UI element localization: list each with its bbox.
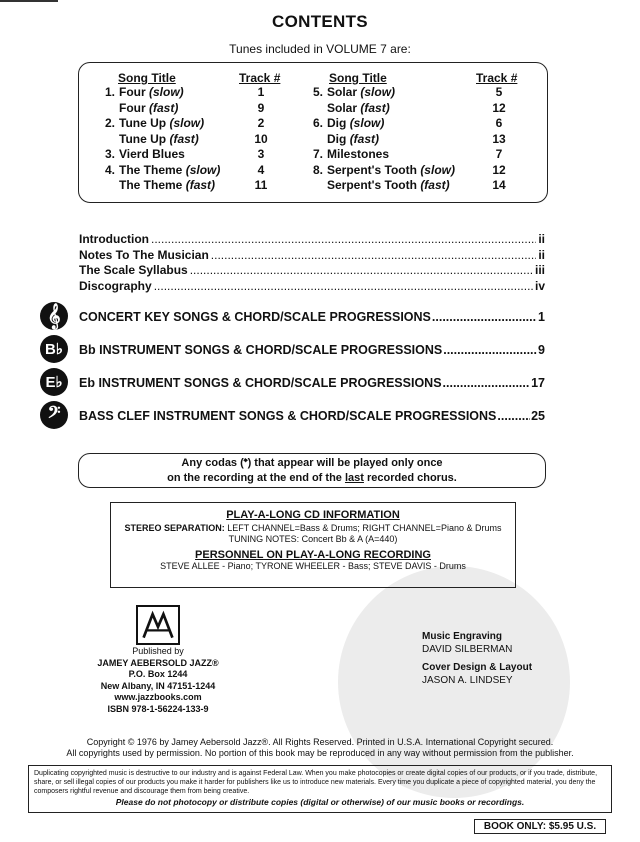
publisher-website[interactable]: www.jazzbooks.com xyxy=(114,692,202,702)
section-entry-concert[interactable]: CONCERT KEY SONGS & CHORD/SCALE PROGRESSIONS ..... 1 xyxy=(79,310,545,324)
song-entry: The Theme (fast) xyxy=(119,178,216,192)
top-rule xyxy=(0,0,58,2)
track-number: 12 xyxy=(492,100,506,115)
track-number: 11 xyxy=(254,178,268,192)
front-matter-toc xyxy=(79,232,545,296)
song-entry: 4. The Theme (slow) xyxy=(105,162,221,177)
song-title-header: Song Title xyxy=(329,71,387,85)
track-number: 7 xyxy=(495,147,503,161)
song-entry: Four (fast) xyxy=(119,100,179,115)
track-header: Track # xyxy=(239,71,281,85)
toc-entry[interactable]: The Scale Syllabus ..... iii xyxy=(79,263,545,279)
song-column-left xyxy=(97,71,287,196)
anti-piracy-notice: Duplicating copyrighted music is destructive to our industry and is against Federal Law. When you make photocopies or create digital copies of our products, or if you trade, distribute, share, or sell illegal copies of our products you make it harder for publishers like us to introduce new materials. Every time you duplicate a piece of copyrighted material, you deny the composers rightful revenue and discourage them from being creative. Please do not photocopy or distribute copies (digital or otherwise) of our music books or recordings. xyxy=(28,765,612,813)
track-number: 2 xyxy=(257,116,265,130)
b-flat-icon: B♭ xyxy=(40,335,68,363)
tuning-notes: TUNING NOTES: Concert Bb & A (A=440) xyxy=(228,534,398,544)
track-number: 1 xyxy=(257,85,265,99)
track-number: 13 xyxy=(492,131,506,146)
publisher-logo xyxy=(136,605,180,645)
toc-entry[interactable]: Introduction ..... ii xyxy=(79,232,545,248)
track-number: 12 xyxy=(492,162,506,177)
bass-clef-icon: 𝄢 xyxy=(40,401,68,429)
track-number: 3 xyxy=(257,147,265,161)
coda-note-line2: on the recording at the end of the last recorded chorus. xyxy=(167,472,457,484)
stereo-separation: STEREO SEPARATION: LEFT CHANNEL=Bass & Drums; RIGHT CHANNEL=Piano & Drums xyxy=(124,523,502,533)
section-entry-bb[interactable]: Bb INSTRUMENT SONGS & CHORD/SCALE PROGRESSIONS ..... 9 xyxy=(79,343,545,357)
song-list-box xyxy=(78,62,548,203)
section-entry-eb[interactable]: Eb INSTRUMENT SONGS & CHORD/SCALE PROGRESSIONS ..... 17 xyxy=(79,376,545,390)
song-title-header: Song Title xyxy=(118,71,176,85)
song-entry: 8. Serpent's Tooth (slow) xyxy=(313,162,455,177)
toc-entry[interactable]: Notes To The Musician ..... ii xyxy=(79,248,545,264)
track-number: 5 xyxy=(495,85,503,99)
song-entry: Tune Up (fast) xyxy=(119,131,199,146)
cd-info-heading: PLAY-A-LONG CD INFORMATION xyxy=(226,509,400,521)
track-header: Track # xyxy=(476,71,518,85)
price-label: BOOK ONLY: $5.95 U.S. xyxy=(474,819,606,834)
page-subtitle: Tunes included in VOLUME 7 are: xyxy=(229,42,411,56)
song-entry: 1. Four (slow) xyxy=(105,85,184,99)
page-title: CONTENTS xyxy=(272,12,368,31)
song-entry: 7. Milestones xyxy=(313,147,390,161)
cd-info-box xyxy=(110,502,516,588)
song-column-right xyxy=(309,71,539,196)
e-flat-icon: E♭ xyxy=(40,368,68,396)
publisher-info: Published by JAMEY AEBERSOLD JAZZ® P.O. Box 1244 New Albany, IN 47151-1244 www.jazzbooks.com ISBN 978-1-56224-133-9 xyxy=(72,646,244,715)
toc-entry[interactable]: Discography ..... iv xyxy=(79,279,545,295)
treble-clef-icon: 𝄞 xyxy=(40,302,68,330)
song-entry: Dig (fast) xyxy=(327,131,380,146)
track-number: 4 xyxy=(257,162,265,177)
song-entry: 3. Vierd Blues xyxy=(105,147,185,161)
copyright-notice: Copyright © 1976 by Jamey Aebersold Jazz®. All Rights Reserved. Printed in U.S.A. International Copyright secured. All copyrights used by permission. No portion of this book may be reproduced in any way without permission from the publisher. xyxy=(66,737,574,758)
song-entry: 2. Tune Up (slow) xyxy=(105,116,205,130)
track-number: 6 xyxy=(495,116,503,130)
section-entry-bass[interactable]: BASS CLEF INSTRUMENT SONGS & CHORD/SCALE PROGRESSIONS ..... 25 xyxy=(79,409,545,423)
track-number: 10 xyxy=(254,131,268,146)
song-entry: 5. Solar (slow) xyxy=(313,85,396,99)
personnel-list: STEVE ALLEE - Piano; TYRONE WHEELER - Bass; STEVE DAVIS - Drums xyxy=(160,561,466,571)
track-number: 14 xyxy=(492,178,506,192)
personnel-heading: PERSONNEL ON PLAY-A-LONG RECORDING xyxy=(195,549,431,561)
credits: Music Engraving DAVID SILBERMAN Cover Design & Layout JASON A. LINDSEY xyxy=(422,631,533,686)
song-entry: Serpent's Tooth (fast) xyxy=(327,178,450,192)
song-entry: 6. Dig (slow) xyxy=(313,116,385,130)
coda-note-line1: Any codas (𝄌) that appear will be played only once xyxy=(181,457,443,469)
song-entry: Solar (fast) xyxy=(327,100,390,115)
coda-note-box xyxy=(78,453,546,488)
track-number: 9 xyxy=(257,100,265,115)
